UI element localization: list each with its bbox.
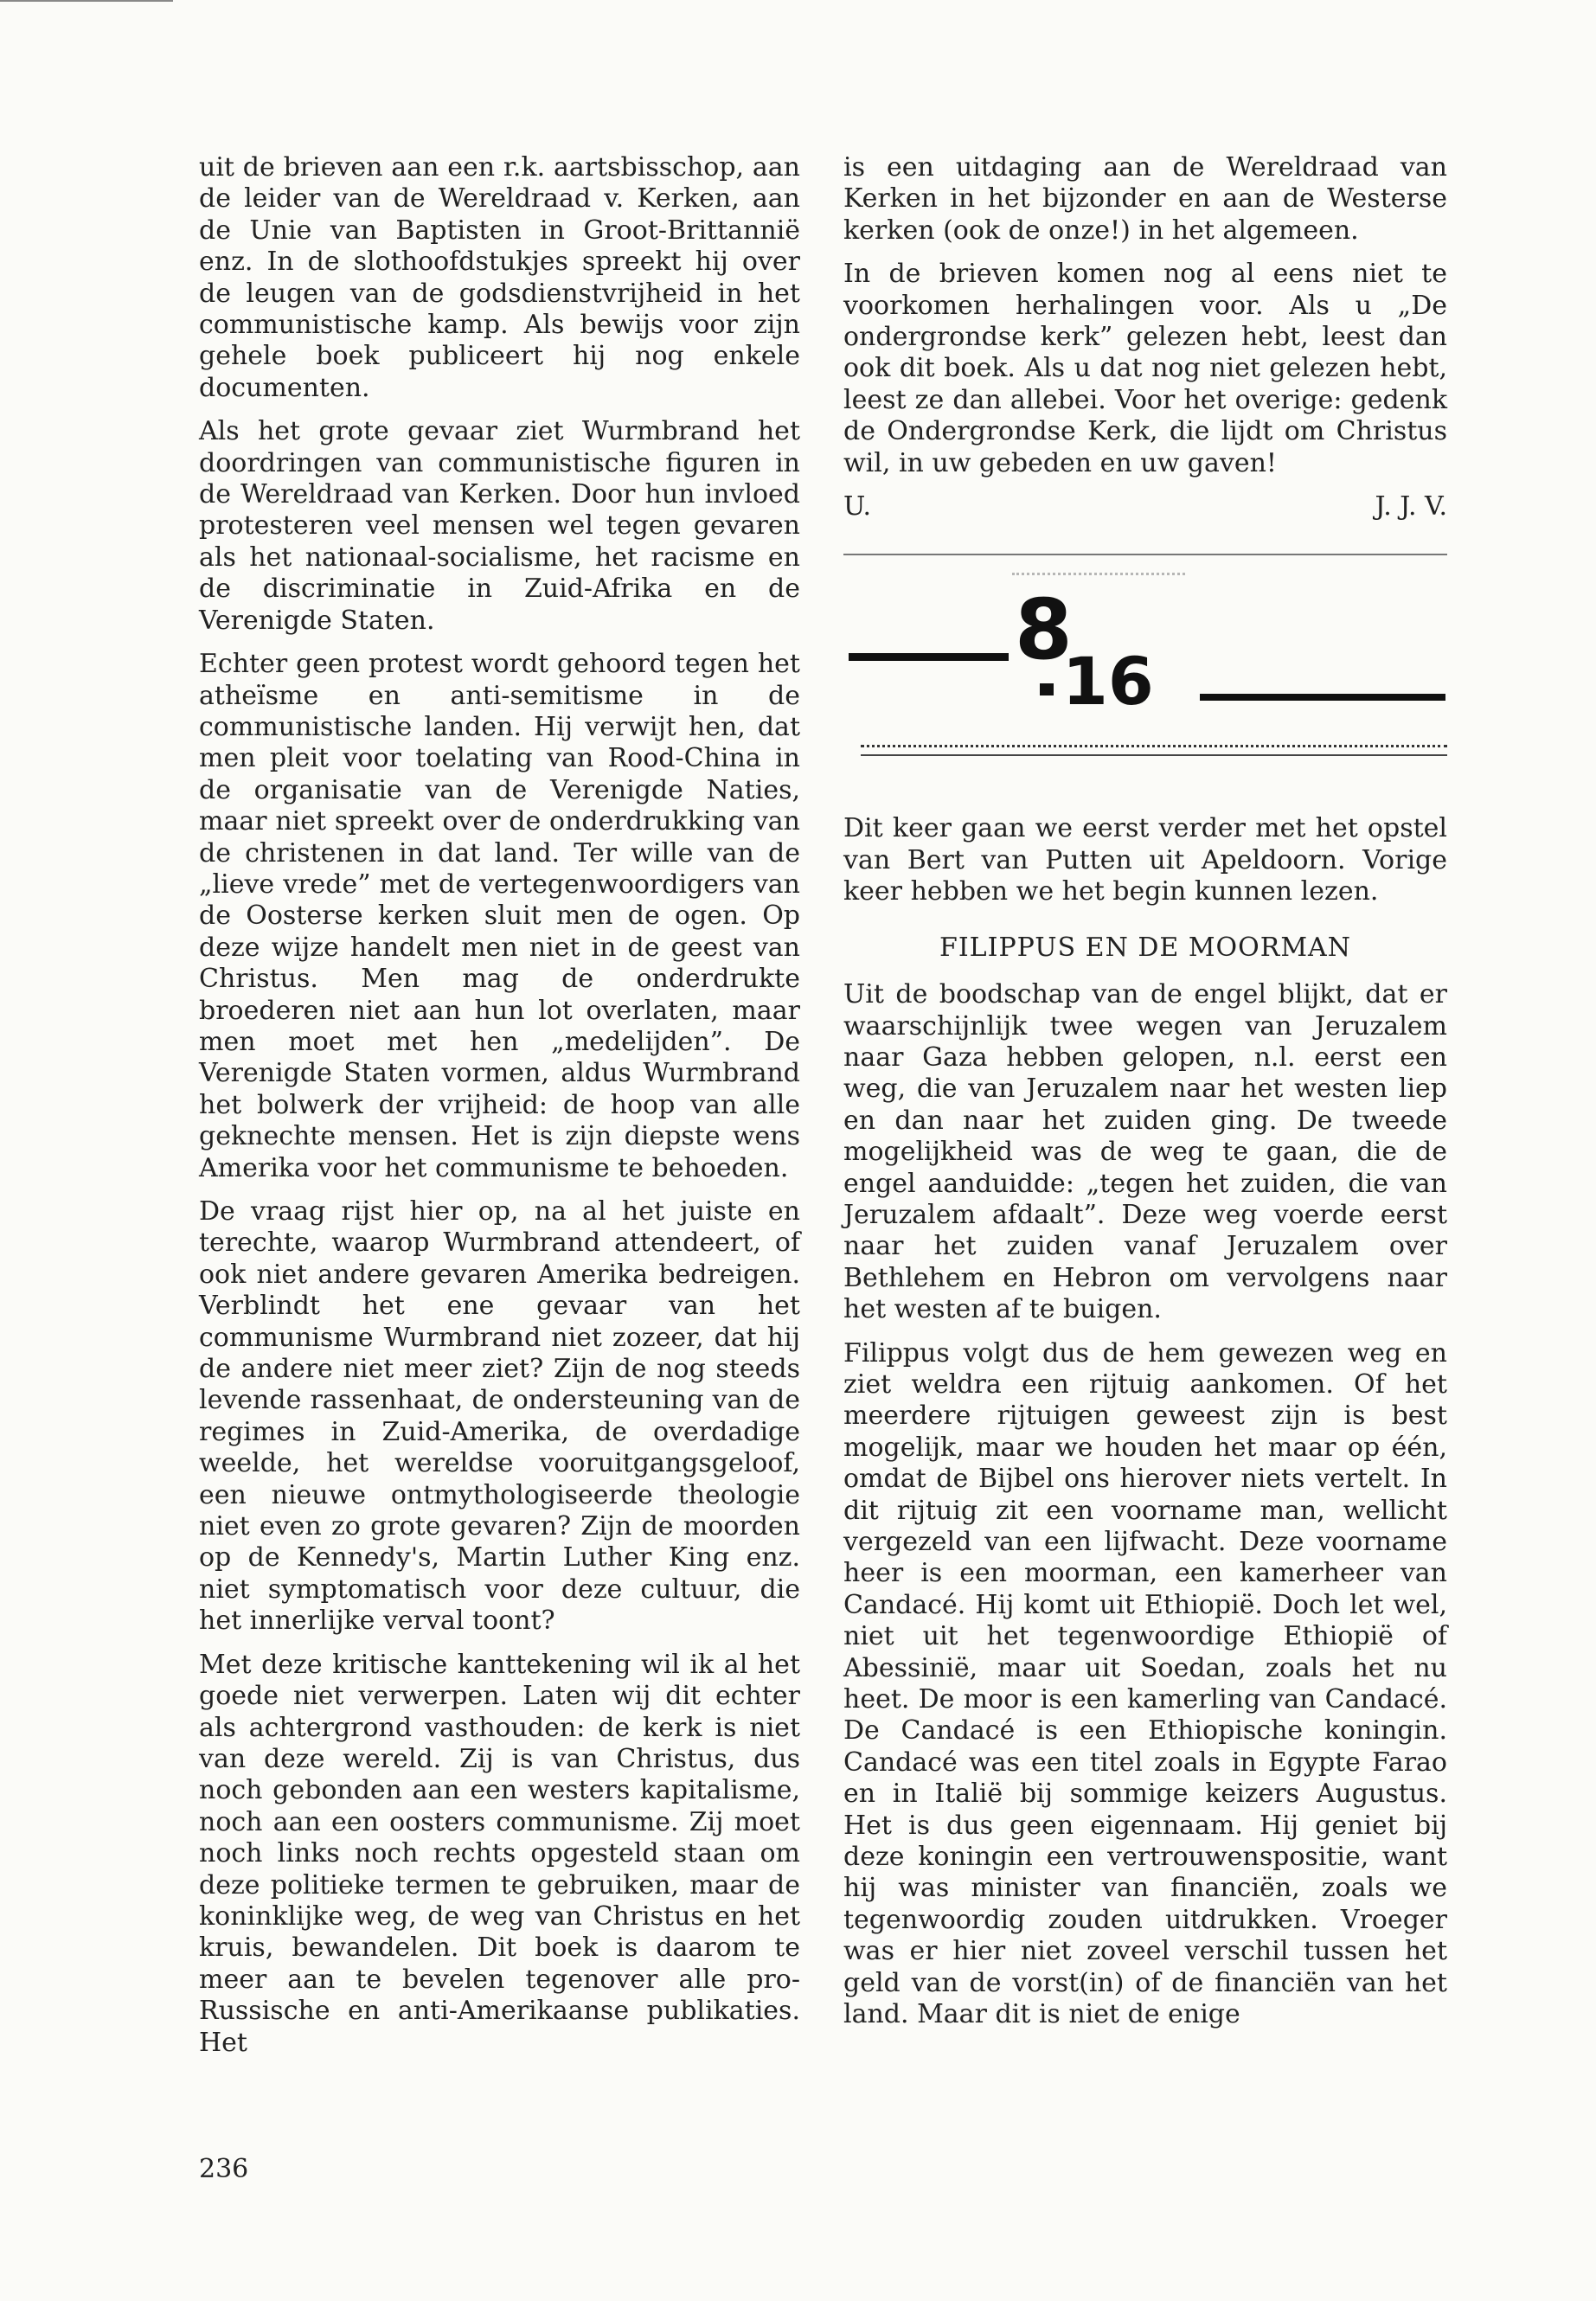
banner-top-rule: [843, 554, 1447, 555]
banner-number-8: 8: [1015, 581, 1073, 679]
article-heading: FILIPPUS EN DE MOORMAN: [939, 932, 1351, 963]
signature-location: U.: [843, 491, 872, 522]
paragraph: Echter geen protest wordt gehoord tegen het atheïsme en anti-semitisme in de communistische landen. Hij verwijt hen, dat men pleit voor toelating van Rood-China in de organisatie van de Verenigde Naties, maar niet spreekt over de onderdrukking van de christenen in dat land. Ter wille van de „lieve vrede” met de vertegenwoordigers van de Oosterse kerken sluit men de ogen. Op deze wijze handelt men niet in de geest van Christus. Men mag de onderdrukte broederen niet aan hun lot overlaten, maar men moet met hen „medelijden”. De Verenigde Staten vormen, aldus Wurmbrand het bolwerk der vrijheid: de hoop van alle geknechte mensen. Het is zijn diepste wens Amerika voor het communisme te behoeden.: [199, 649, 800, 1183]
left-column: [199, 152, 800, 2071]
paragraph: Dit keer gaan we eerst verder met het opstel van Bert van Putten uit Apeldoorn. Vorige keer hebben we het begin kunnen lezen.: [843, 813, 1447, 907]
paragraph: Als het grote gevaar ziet Wurmbrand het doordringen van communistische figuren in de Wereldraad van Kerken. Door hun invloed protesteren veel mensen wel tegen gevaren als het nationaal-socialisme, het racisme en de discriminatie in Zuid-Afrika en de Verenigde Staten.: [199, 416, 800, 636]
paragraph: is een uitdaging aan de Wereldraad van Kerken in het bijzonder en aan de Westerse kerken (ook de onze!) in het algemeen.: [843, 152, 1447, 246]
paragraph: De vraag rijst hier op, na al het juiste en terechte, waarop Wurmbrand attendeert, of ook niet andere gevaren Amerika bedreigen. Verblindt het ene gevaar van het communisme Wurmbrand niet zozeer, dat hij de andere niet meer ziet? Zijn de nog steeds levende rassenhaat, de ondersteuning van de regimes in Zuid-Amerika, de overdadige weelde, het wereldse vooruitgangsgeloof, een nieuwe ontmythologiseerde theologie niet even zo grote gevaren? Zijn de moorden op de Kennedy's, Martin Luther King enz. niet symptomatisch voor deze cultuur, die het innerlijke verval toont?: [199, 1196, 800, 1637]
banner-dash: [1040, 683, 1054, 695]
paragraph: uit de brieven aan een r.k. aartsbisschop, aan de leider van de Wereldraad v. Kerken, aan de Unie van Baptisten in Groot-Brittannië enz. In de slothoofdstukjes spreekt hij over de leugen van de godsdienstvrijheid in het communistische kamp. Als bewijs voor zijn gehele boek publiceert hij nog enkele documenten.: [199, 152, 800, 403]
paragraph: Met deze kritische kanttekening wil ik al het goede niet verwerpen. Laten wij dit echter als achtergrond vasthouden: de kerk is niet van deze wereld. Zij is van Christus, dus noch gebonden aan een westers kapitalisme, noch aan een oosters communisme. Zij moet noch links noch rechts opgesteld staan om deze politieke termen te gebruiken, maar de koninklijke weg, de weg van Christus en het kruis, bewandelen. Dit boek is daarom te meer aan te bevelen tegenover alle pro-Russische en anti-Amerikaanse publikaties. Het: [199, 1649, 800, 2058]
banner-line-left: [849, 653, 1009, 661]
banner-line-right: [1200, 694, 1445, 701]
right-column: [843, 152, 1447, 2043]
banner-bottom-rule: [861, 745, 1447, 756]
paragraph: In de brieven komen nog al eens niet te voorkomen herhalingen voor. Als u „De ondergrondse kerk” gelezen hebt, leest dan ook dit boek. Als u dat nog niet gelezen hebt, leest ze dan allebei. Voor het overige: gedenk de Ondergrondse Kerk, die lijdt om Christus wil, in uw gebeden en uw gaven!: [843, 259, 1447, 478]
signature-initials: J. J. V.: [1375, 491, 1447, 522]
signature-line: [843, 491, 1447, 522]
paragraph: Uit de boodschap van de engel blijkt, dat er waarschijnlijk twee wegen van Jeruzalem naar Gaza hebben gelopen, n.l. eerst een weg, die van Jeruzalem naar het westen liep en dan naar het zuiden ging. De tweede mogelijkheid was de weg te gaan, die de engel aanduidde: „tegen het zuiden, die van Jeruzalem afdaalt”. Deze weg voerde eerst naar het zuiden vanaf Jeruzalem over Bethlehem en Hebron om vervolgens naar het westen af te buigen.: [843, 979, 1447, 1325]
page-edge-line: [0, 0, 173, 2]
paragraph: Filippus volgt dus de hem gewezen weg en ziet weldra een rijtuig aankomen. Of het meerdere rijtuigen geweest zijn is best mogelijk, maar we houden het maar op één, omdat de Bijbel ons hierover niets vertelt. In dit rijtuig zit een voorname man, wellicht vergezeld van een lijfwacht. Deze voorname heer is een moorman, een kamerheer van Candacé. Hij komt uit Ethiopië. Doch let wel, niet uit het tegenwoordige Ethiopië of Abessinië, maar uit Soedan, zoals het nu heet. De moor is een kamerling van Candacé. De Candacé is een Ethiopische koningin. Candacé was een titel zoals in Egypte Farao en in Italië bij sommige keizers Augustus. Het is dus geen eigennaam. Hij geniet bij deze koningin een vertrouwenspositie, want hij was minister van financiën, zoals we tegenwoordig zouden uitdrukken. Vroeger was er hier niet zoveel verschil tussen het geld van de vorst(in) of de financiën van het land. Maar dit is niet de enige: [843, 1337, 1447, 2030]
banner-number-16: 16: [1062, 643, 1154, 721]
page-number: 236: [199, 2154, 249, 2184]
section-banner: [843, 554, 1447, 813]
